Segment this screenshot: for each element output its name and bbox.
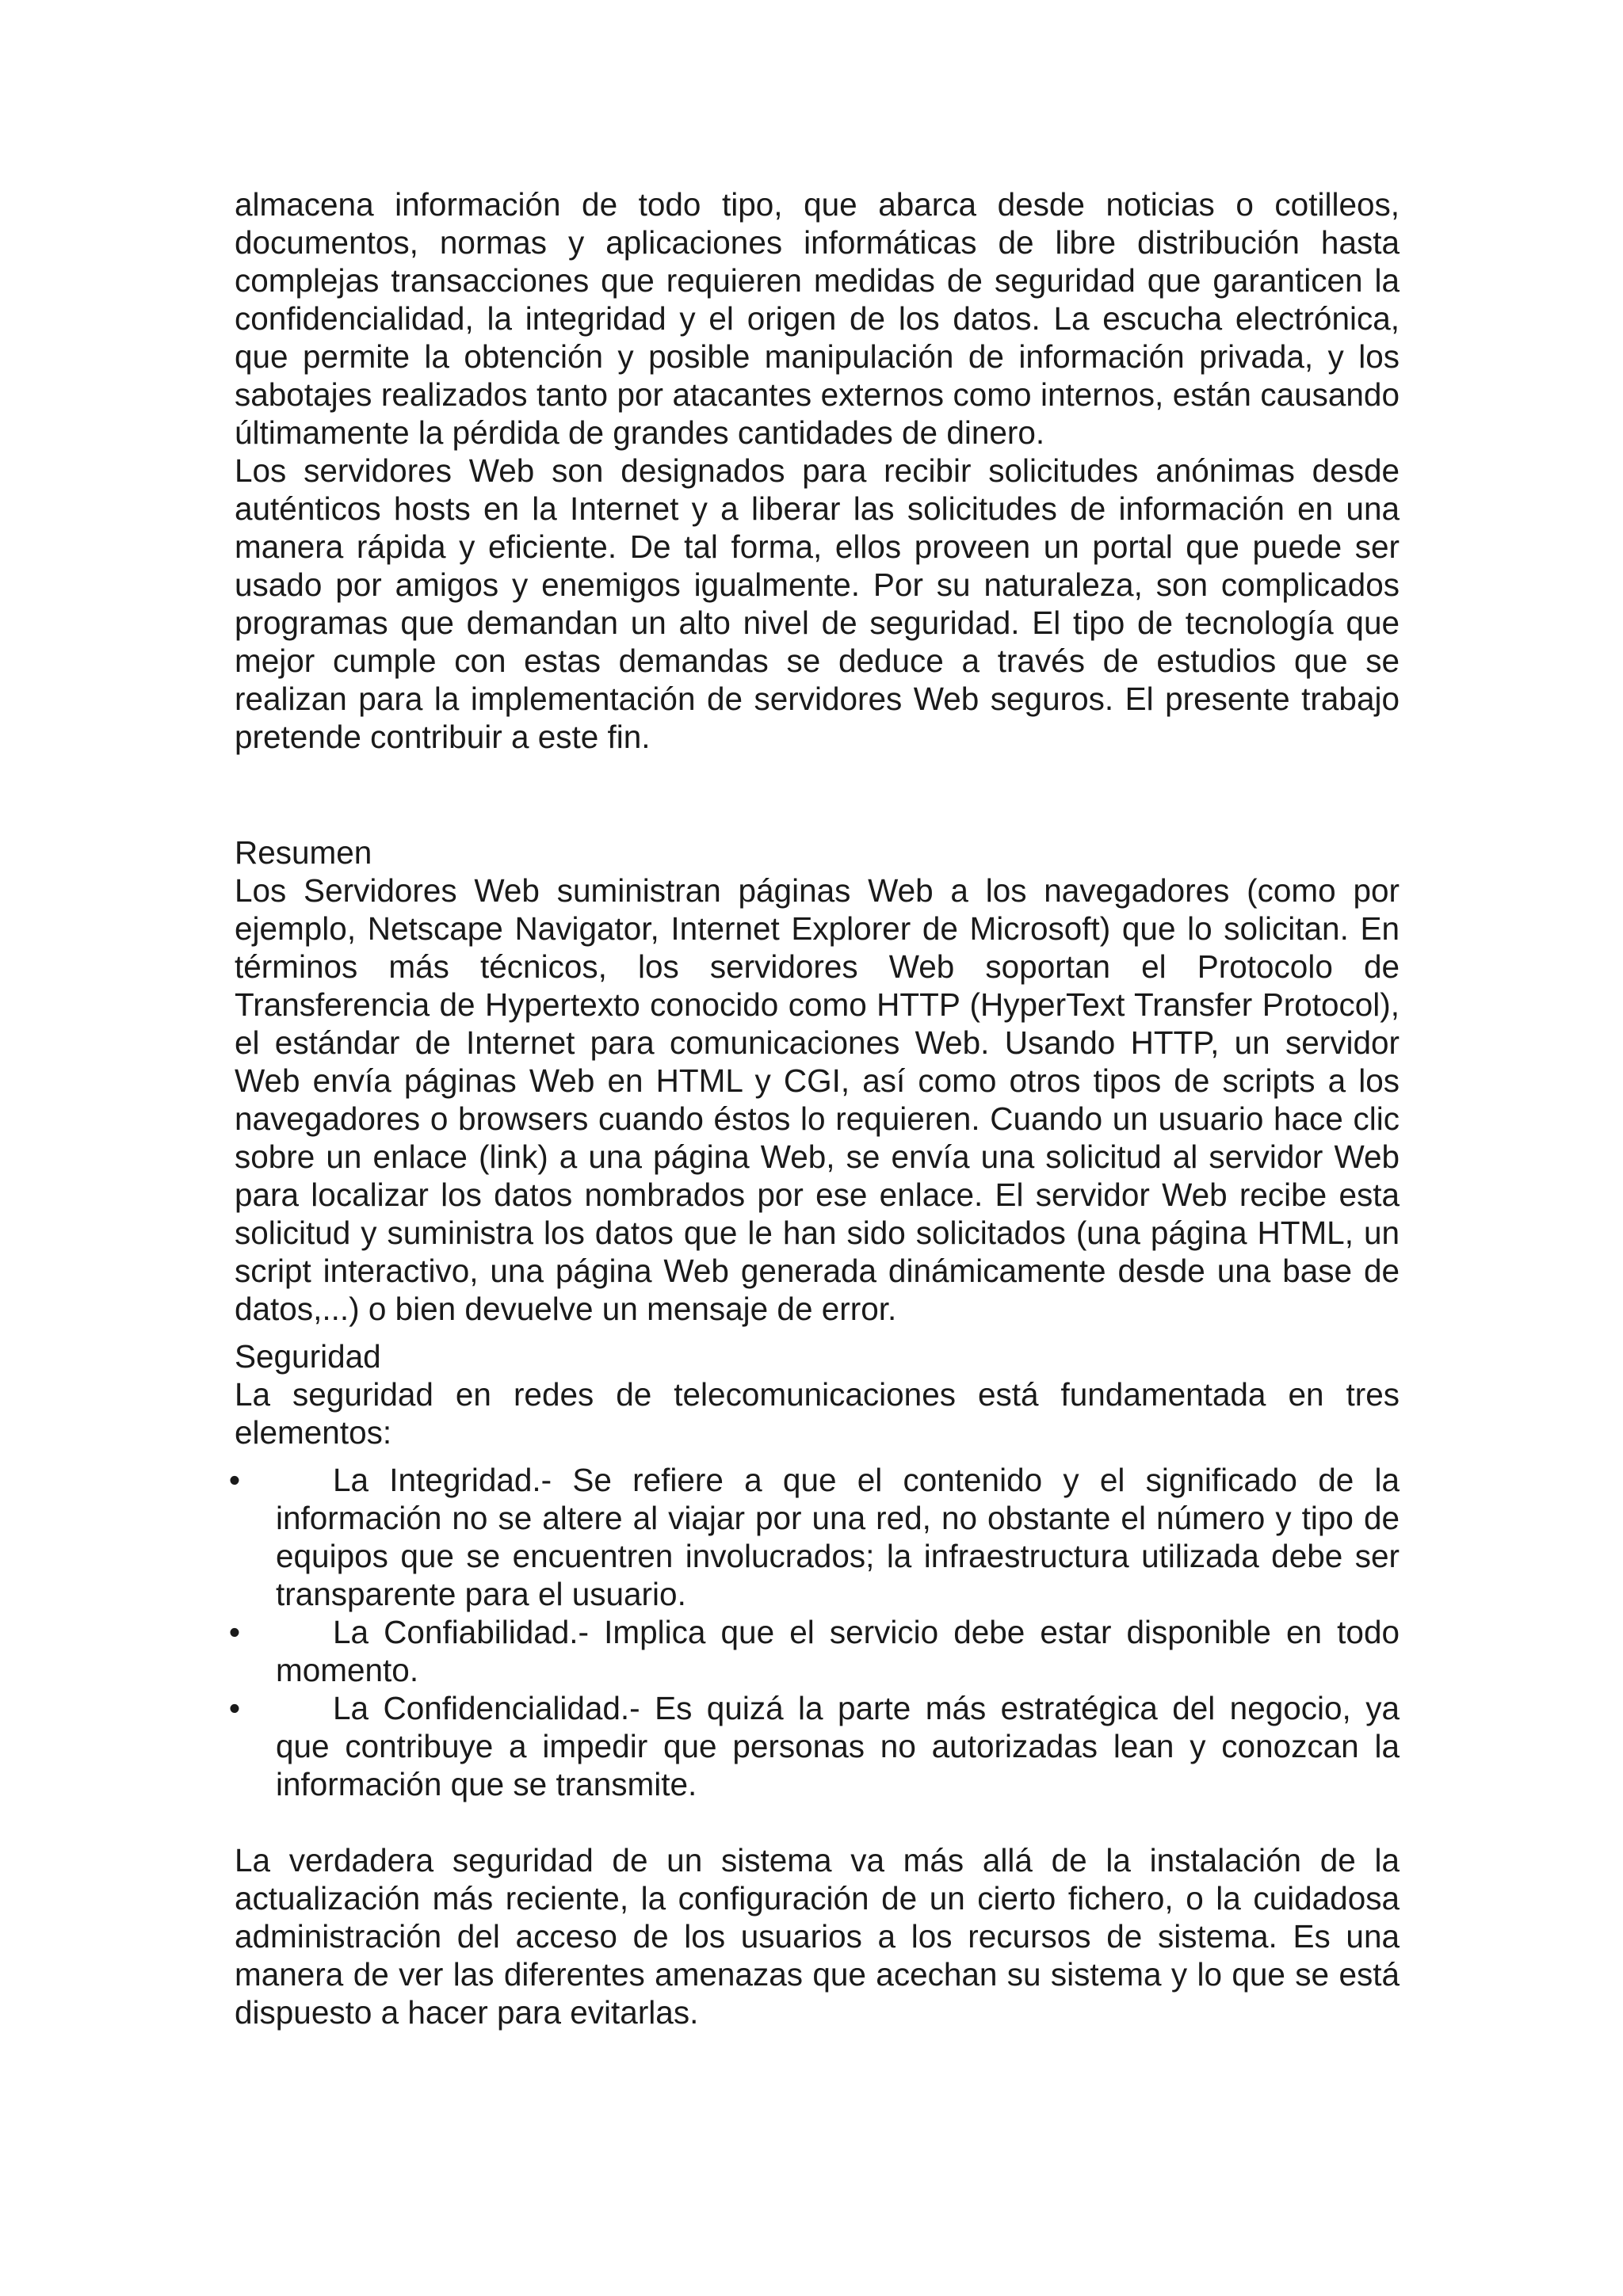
resumen-heading: Resumen bbox=[235, 834, 372, 871]
intro-paragraph-2: Los servidores Web son designados para recibir solicitudes anónimas desde auténticos hosts en la Internet y a liberar las solicitudes de información en una manera rápida y eficiente. De tal forma, ellos proveen un portal que puede ser usado por amigos y enemigos igualmente. Por su naturaleza, son complicados programas que demandan un alto nivel de seguridad. El tipo de tecnología que mejor cumple con estas demandas se deduce a través de estudios que se realizan para la implementación de servidores Web seguros. El presente trabajo pretende contribuir a este fin. bbox=[235, 452, 1400, 755]
seguridad-heading: Seguridad bbox=[235, 1338, 381, 1375]
bullet-icon: • bbox=[228, 1462, 241, 1498]
document-body bbox=[228, 185, 1400, 2031]
list-item bbox=[228, 1461, 1400, 1613]
bullet-icon: • bbox=[228, 1690, 241, 1726]
seguridad-intro-paragraph: La seguridad en redes de telecomunicaciones está fundamentada en tres elementos: bbox=[235, 1376, 1400, 1451]
section-spacer bbox=[235, 756, 1400, 833]
seguridad-elements-list bbox=[228, 1461, 1400, 1803]
list-item-text: La Confidencialidad.- Es quizá la parte más estratégica del negocio, ya que contribuye a impedir que personas no autorizadas lean y conozcan la información que se transmite. bbox=[276, 1690, 1400, 1802]
list-item-text: La Integridad.- Se refiere a que el contenido y el significado de la información no se altere al viajar por una red, no obstante el número y tipo de equipos que se encuentren involucrados; la infraestructura utilizada debe ser transparente para el usuario. bbox=[276, 1462, 1400, 1612]
section-spacer bbox=[235, 1328, 1400, 1337]
list-spacer bbox=[235, 1451, 1400, 1461]
closing-paragraph: La verdadera seguridad de un sistema va más allá de la instalación de la actualización más reciente, la configuración de un cierto fichero, o la cuidadosa administración del acceso de los usuarios a los recursos de sistema. Es una manera de ver las diferentes amenazas que acechan su sistema y lo que se está dispuesto a hacer para evitarlas. bbox=[235, 1842, 1400, 2031]
list-item-text: La Confiabilidad.- Implica que el servicio debe estar disponible en todo momento. bbox=[276, 1614, 1400, 1688]
resumen-paragraph: Los Servidores Web suministran páginas Web a los navegadores (como por ejemplo, Netscape Navigator, Internet Explorer de Microsoft) que lo solicitan. En términos más técnicos, los servidores Web soportan el Protocolo de Transferencia de Hypertexto conocido como HTTP (HyperText Transfer Protocol), el estándar de Internet para comunicaciones Web. Usando HTTP, un servidor Web envía páginas Web en HTML y CGI, así como otros tipos de scripts a los navegadores o browsers cuando éstos lo requieren. Cuando un usuario hace clic sobre un enlace (link) a una página Web, se envía una solicitud al servidor Web para localizar los datos nombrados por ese enlace. El servidor Web recibe esta solicitud y suministra los datos que le han sido solicitados (una página HTML, un script interactivo, una página Web generada dinámicamente desde una base de datos,...) o bien devuelve un mensaje de error. bbox=[235, 872, 1400, 1327]
section-spacer bbox=[235, 1803, 1400, 1841]
list-item bbox=[228, 1613, 1400, 1689]
intro-paragraph-1: almacena información de todo tipo, que abarca desde noticias o cotilleos, documentos, normas y aplicaciones informáticas de libre distribución hasta complejas transacciones que requieren medidas de seguridad que garanticen la confidencialidad, la integridad y el origen de los datos. La escucha electrónica, que permite la obtención y posible manipulación de información privada, y los sabotajes realizados tanto por atacantes externos como internos, están causando últimamente la pérdida de grandes cantidades de dinero. bbox=[235, 186, 1400, 451]
list-item bbox=[228, 1689, 1400, 1803]
bullet-icon: • bbox=[228, 1614, 241, 1650]
